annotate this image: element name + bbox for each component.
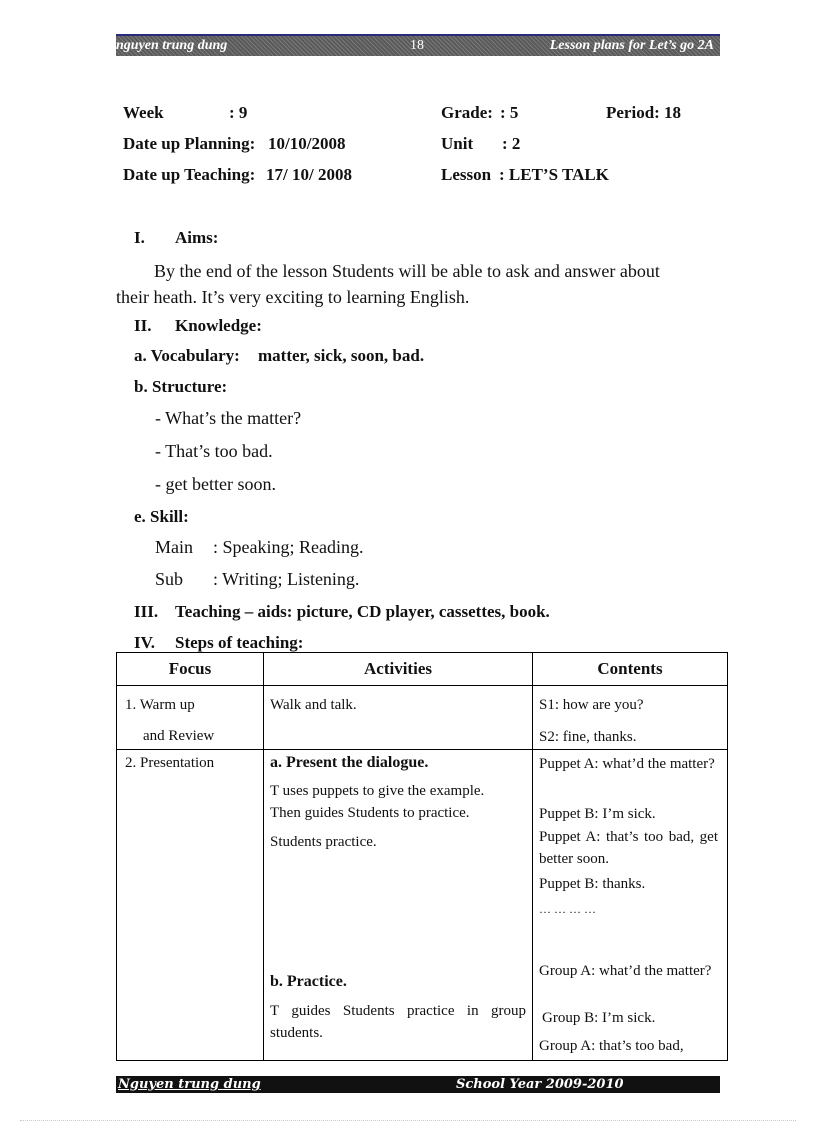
knowledge-numeral: II. [134, 316, 152, 335]
week-value: : 9 [229, 103, 248, 122]
skill-sub-value: : Writing; Listening. [213, 569, 360, 589]
aims-text-line2: their heath. It’s very exciting to learning English. [116, 287, 470, 307]
lesson-value: : LET’S TALK [499, 165, 609, 184]
header-contents: Contents [533, 653, 728, 686]
focus-cell [117, 686, 264, 750]
activity-text: Walk and talk. [270, 697, 357, 713]
activity-title: b. Practice. [270, 973, 347, 990]
week-label: Week [123, 103, 164, 122]
content-cell [533, 750, 728, 1061]
activity-title: a. Present the dialogue. [270, 754, 429, 771]
focus-cell [117, 750, 264, 1061]
header-doc-title: Lesson plans for Let’s go 2A [549, 38, 714, 53]
aims-heading: Aims: [175, 228, 219, 247]
table-row [117, 750, 728, 1061]
knowledge-heading: Knowledge: [175, 316, 262, 335]
activity-cell [264, 686, 533, 750]
activity-text: Students practice. [270, 834, 377, 850]
teaching-value: 17/ 10/ 2008 [266, 165, 352, 184]
focus-text: and Review [143, 728, 215, 744]
focus-text: 1. Warm up [125, 697, 195, 713]
table-row [117, 686, 728, 750]
header-page-number: 18 [410, 38, 424, 53]
unit-value: : 2 [502, 134, 521, 153]
page-footer [116, 1076, 720, 1093]
vocabulary-label: a. Vocabulary: [134, 346, 240, 365]
teaching-label: Date up Teaching: [123, 165, 256, 184]
header-focus: Focus [117, 653, 264, 686]
aids-numeral: III. [134, 602, 159, 621]
header-author: nguyen trung dung [116, 38, 228, 53]
content-text: Puppet A: what’d the matter? [539, 756, 715, 772]
period-value: 18 [664, 103, 681, 122]
content-text: Puppet B: thanks. [539, 876, 646, 892]
activity-cell [264, 750, 533, 1061]
structure-item: - What’s the matter? [155, 408, 302, 428]
activity-text: Then guides Students to practice. [270, 805, 470, 821]
content-text: Group A: that’s too bad, [539, 1038, 684, 1054]
content-ellipsis: … … … … [539, 902, 596, 916]
content-text: S1: how are you? [539, 697, 644, 713]
period-label: Period: [606, 103, 660, 122]
steps-numeral: IV. [134, 633, 155, 652]
structure-item: - get better soon. [155, 474, 276, 494]
page-header [116, 34, 720, 56]
structure-item: - That’s too bad. [155, 441, 273, 461]
footer-author: Nguyen trung dung [118, 1077, 261, 1092]
unit-label: Unit [441, 134, 474, 153]
aids-text: Teaching – aids: picture, CD player, cassettes, book. [175, 602, 550, 621]
activity-text: T guides Students practice in group students. [270, 1003, 526, 1041]
header-activities: Activities [264, 653, 533, 686]
content-cell [533, 686, 728, 750]
planning-label: Date up Planning: [123, 134, 256, 153]
skill-label: e. Skill: [134, 507, 189, 526]
content-text: Group B: I’m sick. [542, 1010, 656, 1026]
grade-label: Grade: [441, 103, 493, 122]
aims-numeral: I. [134, 228, 145, 247]
vocabulary-value: matter, sick, soon, bad. [258, 346, 425, 365]
skill-main-label: Main [155, 537, 193, 557]
skill-sub-label: Sub [155, 569, 184, 589]
lesson-label: Lesson [441, 165, 492, 184]
content-text: S2: fine, thanks. [539, 729, 637, 745]
table-header-row [117, 653, 728, 686]
steps-table [116, 652, 728, 1061]
focus-text: 2. Presentation [125, 755, 215, 771]
planning-value: 10/10/2008 [268, 134, 346, 153]
content-text: Puppet A: that’s too bad, get better soon. [539, 829, 718, 867]
aims-text-line1: By the end of the lesson Students will be able to ask and answer about [154, 261, 660, 281]
content-text: Group A: what’d the matter? [539, 963, 712, 979]
aims-paragraph [116, 258, 720, 310]
steps-heading: Steps of teaching: [175, 633, 304, 652]
page-edge-divider [20, 1120, 796, 1121]
grade-value: : 5 [500, 103, 519, 122]
skill-main-value: : Speaking; Reading. [213, 537, 364, 557]
footer-school-year: School Year 2009-2010 [456, 1077, 624, 1092]
content-text: Puppet B: I’m sick. [539, 806, 656, 822]
structure-label: b. Structure: [134, 377, 228, 396]
activity-text: T uses puppets to give the example. [270, 783, 485, 799]
